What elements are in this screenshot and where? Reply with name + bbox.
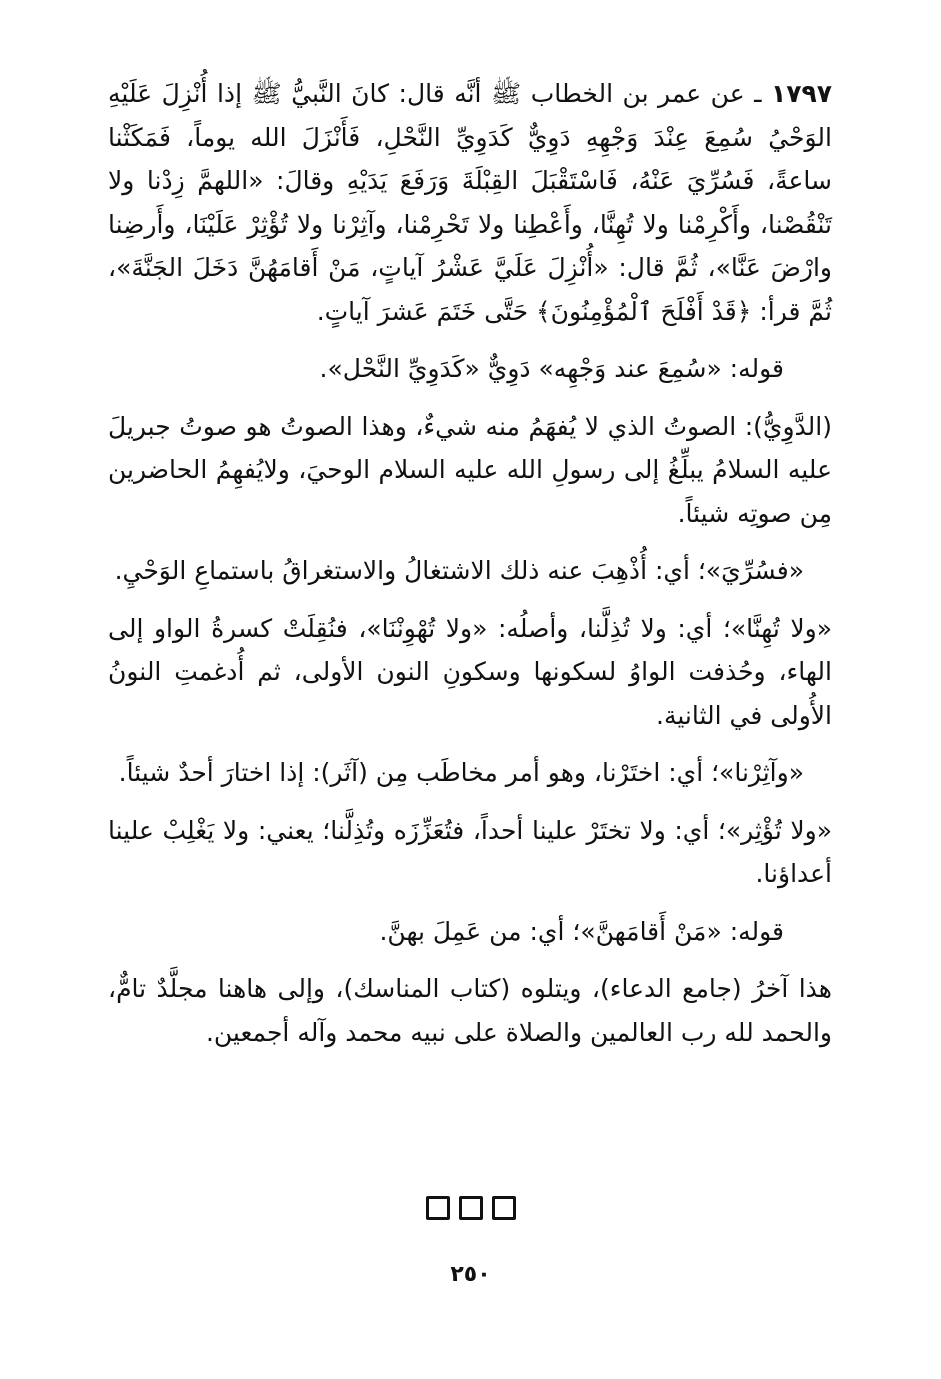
section-separator-icon — [0, 1196, 941, 1220]
commentary-paragraph-7: قوله: «مَنْ أَقامَهنَّ»؛ أي: من عَمِلَ بهنَّ. — [379, 916, 784, 946]
page-body — [108, 72, 832, 1054]
commentary-paragraph-2: (الدَّوِيُّ): الصوتُ الذي لا يُفهَمُ منه شيءٌ، وهذا الصوتُ هو صوتُ جبريلَ عليه السلامُ يبلِّغُ إلى رسولِ الله عليه السلام الوحيَ، ولايُفهِمُ الحاضرين مِن صوتِه شيئاً. — [108, 411, 832, 528]
commentary-paragraph-8: هذا آخرُ (جامع الدعاء)، ويتلوه (كتاب المناسك)، وإلى هاهنا مجلَّدٌ تامٌّ، والحمد لله رب العالمين والصلاة على نبيه محمد وآله أجمعين. — [108, 974, 832, 1047]
hadith-number: ١٧٩٧ — [770, 79, 832, 108]
commentary-paragraph-3: «فسُرِّيَ»؛ أي: أُذْهِبَ عنه ذلك الاشتغالُ والاستغراقُ باستماعِ الوَحْيِ. — [114, 556, 804, 585]
commentary-paragraph-1: قوله: «سُمِعَ عند وَجْهِه» دَوِيٌّ «كَدَوِيِّ النَّحْل». — [319, 354, 784, 383]
hadith-paragraph — [108, 72, 832, 333]
commentary-paragraph-4: «ولا تُهِنَّا»؛ أي: ولا تُذِلَّنا، وأصلُه: «ولا تُهْوِنْنَا»، فنُقِلَتْ كسرةُ الواو إلى الهاء، وحُذفت الواوُ لسكونها وسكونِ النون الأولى، ثم أُدغمتِ النونُ الأُولى في الثانية. — [108, 613, 832, 730]
square-icon — [459, 1196, 483, 1220]
page-number: ٢٥٠ — [450, 1262, 491, 1287]
hadith-text: ـ عن عمر بن الخطاب ﷺ أنَّه قال: كانَ النَّبيُّ ﷺ إذا أُنْزِلَ عَلَيْهِ الوَحْيُ سُمِعَ عِنْدَ وَجْهِهِ دَوِيٌّ كَدَوِيِّ النَّحْلِ، فَأَنْزَلَ الله يوماً، فَمَكَثْنا ساعةً، فَسُرِّيَ عَنْهُ، فَاسْتَقْبَلَ القِبْلَةَ وَرَفَعَ يَدَيْهِ وقالَ: «اللهمَّ زِدْنا ولا تَنْقُصْنا، وأَكْرِمْنا ولا تُهِنَّا، وأَعْطِنا ولا تَحْرِمْنا، وآثِرْنا ولا تُؤْثِرْ عَلَيْنَا، وأَرضِنا وارْضَ عَنَّا»، ثُمَّ قال: «أُنْزِلَ عَلَيَّ عَشْرُ آياتٍ، مَنْ أَقامَهُنَّ دَخَلَ الجَنَّةَ»، ثُمَّ قرأ: ﴿قَدْ أَفْلَحَ ٱلْمُؤْمِنُونَ﴾ حَتَّى خَتَمَ عَشرَ آياتٍ. — [108, 79, 832, 326]
commentary-paragraph-6: «ولا تُؤْثِر»؛ أي: ولا تختَرْ علينا أحداً، فتُعَزِّزَه وتُذِلَّنا؛ يعني: ولا يَغْلِبْ علينا أعداؤنا. — [108, 815, 832, 888]
square-icon — [426, 1196, 450, 1220]
commentary-paragraph-5: «وآثِرْنا»؛ أي: اختَرْنا، وهو أمر مخاطَب مِن (آثَر): إذا اختارَ أحدٌ شيئاً. — [118, 758, 804, 787]
square-icon — [492, 1196, 516, 1220]
